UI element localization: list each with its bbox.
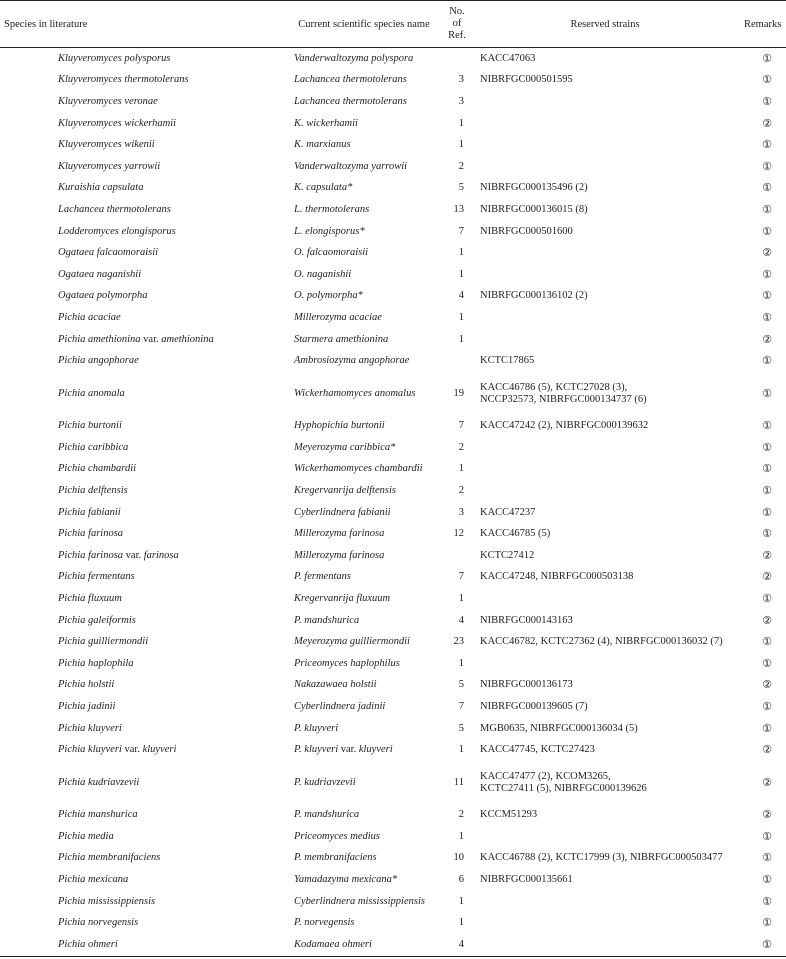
- num-ref-cell: 1: [458, 830, 464, 842]
- current-species-name-cell: O. naganishii: [294, 268, 352, 280]
- current-species-name-cell: P. mandshurica: [294, 809, 360, 821]
- remark-cell: ①: [762, 51, 772, 65]
- species-in-literature-cell: Lachancea thermotolerans: [58, 203, 171, 215]
- species-in-literature-cell: Kluyveromyces veronae: [58, 95, 158, 107]
- num-ref-cell: 1: [458, 139, 464, 151]
- current-species-name-cell: Meyerozyma guilliermondii: [294, 636, 410, 648]
- remark-cell: ①: [762, 386, 772, 400]
- table-row: [0, 675, 786, 697]
- table-row: [0, 264, 786, 286]
- remark-cell: ①: [762, 138, 772, 152]
- species-in-literature-cell: Pichia guilliermondii: [58, 636, 149, 648]
- current-species-name-cell: P. fermentans: [294, 571, 351, 583]
- remark-cell: ①: [762, 829, 772, 843]
- remark-cell: ①: [740, 934, 786, 956]
- remark-cell: ①: [762, 872, 772, 886]
- table-row: [0, 523, 786, 545]
- num-ref-cell: 1: [458, 117, 464, 129]
- reserved-strains-cell: [470, 264, 740, 286]
- table-row: [0, 242, 786, 264]
- table-row: [0, 804, 786, 826]
- num-ref-cell: 3: [458, 95, 464, 107]
- var-abbrev: var.: [143, 333, 159, 345]
- table-row: [0, 156, 786, 178]
- current-species-name-cell: P. norvegensis: [294, 917, 355, 929]
- current-species-name-cell: Starmera amethionina: [294, 333, 389, 345]
- reserved-strains-cell: KACC47745, KCTC27423: [480, 744, 595, 756]
- table-row: [0, 502, 786, 524]
- species-in-literature-cell: Pichia holstii: [58, 679, 115, 691]
- num-ref-cell: [444, 350, 470, 372]
- remark-cell: ①: [762, 73, 772, 87]
- remark-cell: ①: [762, 354, 772, 368]
- table-row: [0, 199, 786, 221]
- reserved-strains-cell: [470, 891, 740, 913]
- table-row: [0, 480, 786, 502]
- current-species-name-cell: P. kluyveri: [294, 722, 339, 734]
- header-current-name: Current scientific species name: [284, 1, 444, 48]
- species-in-literature-cell: Pichia amethionina var. amethionina: [58, 333, 214, 345]
- species-in-literature-cell: Pichia fluxuum: [58, 592, 122, 604]
- remark-cell: ①: [762, 440, 772, 454]
- current-species-name-cell: P. kluyveri var. kluyveri: [294, 744, 393, 756]
- table-row: [0, 91, 786, 113]
- species-in-literature-cell: Pichia mexicana: [58, 873, 129, 885]
- remark-cell: ①: [762, 635, 772, 649]
- species-in-literature-cell: Pichia galeiformis: [58, 614, 136, 626]
- table-row: [0, 567, 786, 589]
- table-row: [0, 588, 786, 610]
- reserved-strains-cell: [470, 113, 740, 135]
- num-ref-cell: 2: [458, 441, 464, 453]
- num-ref-cell: 5: [458, 722, 464, 734]
- num-ref-cell: 23: [453, 636, 464, 648]
- table-row: [0, 631, 786, 653]
- species-in-literature-cell: Kluyveromyces polysporus: [58, 52, 171, 64]
- current-species-name-cell: Lachancea thermotolerans: [294, 74, 407, 86]
- reserved-strains-cell: KCTC27412: [480, 549, 535, 561]
- species-in-literature-cell: Pichia anomala: [58, 387, 125, 399]
- species-in-literature-cell: Pichia kudriavzevii: [58, 776, 140, 788]
- var-abbrev: var.: [125, 549, 142, 561]
- reserved-strains-cell: MGB0635, NIBRFGC000136034 (5): [480, 722, 638, 734]
- num-ref-cell: 1: [458, 895, 464, 907]
- current-species-name-cell: Kodamaea ohmeri: [284, 934, 444, 956]
- num-ref-cell: 5: [458, 679, 464, 691]
- species-in-literature-cell: Pichia membranifaciens: [58, 852, 161, 864]
- table-row: [0, 653, 786, 675]
- current-species-name-cell: Ambrosiozyma angophorae: [294, 355, 410, 367]
- species-in-literature-cell: Pichia jadinii: [58, 700, 116, 712]
- species-in-literature-cell: Pichia kluyveri: [58, 722, 122, 734]
- reserved-strains-cell: [470, 912, 740, 934]
- header-reserved-strains: Reserved strains: [470, 1, 740, 48]
- table-body: [0, 48, 786, 957]
- table-row: [0, 739, 786, 761]
- current-species-name-cell: Wickerhamomyces anomalus: [294, 387, 416, 399]
- remark-cell: ①: [762, 483, 772, 497]
- current-species-name-cell: L. thermotolerans: [294, 203, 370, 215]
- species-in-literature-cell: Pichia ohmeri: [0, 934, 284, 956]
- reserved-strains-cell: [470, 91, 740, 113]
- current-species-name-cell: Cyberlindnera jadinii: [294, 700, 386, 712]
- num-ref-cell: 5: [458, 182, 464, 194]
- table-row: [0, 113, 786, 135]
- reserved-strains-cell: [470, 459, 740, 481]
- remark-cell: ②: [762, 808, 772, 822]
- current-species-name-cell: P. membranifaciens: [294, 852, 377, 864]
- num-ref-cell: 1: [458, 657, 464, 669]
- table-row: [0, 848, 786, 870]
- species-in-literature-cell: Pichia farinosa: [58, 528, 124, 540]
- table-row: [0, 761, 786, 805]
- reserved-strains-cell: [470, 934, 740, 956]
- var-abbrev: var.: [340, 744, 357, 756]
- num-ref-cell: 1: [458, 744, 464, 756]
- species-in-literature-cell: Pichia acaciae: [58, 311, 121, 323]
- num-ref-cell: 7: [458, 225, 464, 237]
- table-row: [0, 934, 786, 956]
- reserved-strains-cell: KACC47242 (2), NIBRFGC000139632: [480, 420, 649, 432]
- species-in-literature-cell: Pichia norvegensis: [58, 917, 139, 929]
- reserved-strains-cell: [470, 156, 740, 178]
- table-row: [0, 70, 786, 92]
- current-species-name-cell: Lachancea thermotolerans: [294, 95, 407, 107]
- current-species-name-cell: Wickerhamomyces chambardii: [294, 463, 423, 475]
- species-in-literature-cell: Kluyveromyces yarrowii: [58, 160, 161, 172]
- table-row: [0, 134, 786, 156]
- num-ref-cell: 2: [458, 484, 464, 496]
- species-in-literature-cell: Ogataea polymorpha: [58, 290, 148, 302]
- current-species-name-cell: Priceomyces medius: [294, 830, 381, 842]
- num-ref-cell: 2: [458, 160, 464, 172]
- num-ref-cell: 11: [453, 776, 464, 788]
- species-in-literature-cell: Pichia burtonii: [58, 420, 122, 432]
- reserved-strains-cell: [470, 653, 740, 675]
- header-num-ref-line1: No.: [449, 6, 465, 17]
- table-row: [0, 826, 786, 848]
- current-species-name-cell: P. kudriavzevii: [294, 776, 356, 788]
- table-row: [0, 307, 786, 329]
- remark-cell: ①: [762, 505, 772, 519]
- num-ref-cell: 19: [453, 387, 464, 399]
- remark-cell: ①: [762, 181, 772, 195]
- num-ref-cell: [444, 48, 470, 70]
- remark-cell: ②: [762, 332, 772, 346]
- reserved-strains-cell: KACC47063: [480, 52, 536, 64]
- reserved-strains-cell: NIBRFGC000136102 (2): [480, 290, 588, 302]
- species-in-literature-cell: Pichia haplophila: [58, 657, 134, 669]
- reserved-strains-cell: NIBRFGC000135661: [480, 873, 573, 885]
- remark-cell: ②: [762, 116, 772, 130]
- species-in-literature-cell: Pichia caribbica: [58, 441, 129, 453]
- reserved-strains-cell: KACC46786 (5), KCTC27028 (3), NCCP32573, NIBRFGC000134737 (6): [480, 381, 647, 405]
- table-row: [0, 437, 786, 459]
- reserved-strains-cell: KCCM51293: [480, 809, 538, 821]
- remark-cell: ②: [762, 246, 772, 260]
- remark-cell: ②: [762, 570, 772, 584]
- species-in-literature-cell: Pichia chambardii: [58, 463, 137, 475]
- num-ref-cell: 7: [458, 700, 464, 712]
- remark-cell: ①: [762, 419, 772, 433]
- num-ref-cell: 1: [458, 592, 464, 604]
- remark-cell: ①: [762, 289, 772, 303]
- current-species-name-cell: Vanderwaltozyma polyspora: [294, 52, 414, 64]
- remark-cell: ①: [762, 94, 772, 108]
- reserved-strains-cell: KCTC17865: [480, 355, 535, 367]
- species-in-literature-cell: Pichia angophorae: [58, 355, 139, 367]
- reserved-strains-cell: [470, 588, 740, 610]
- remark-cell: ②: [762, 548, 772, 562]
- reserved-strains-cell: KACC47248, NIBRFGC000503138: [480, 571, 634, 583]
- table-row: [0, 912, 786, 934]
- reserved-strains-cell: NIBRFGC000135496 (2): [480, 182, 588, 194]
- current-species-name-cell: K. capsulata*: [294, 182, 353, 194]
- remark-cell: ②: [762, 613, 772, 627]
- reserved-strains-cell: [470, 826, 740, 848]
- species-in-literature-cell: Kluyveromyces wickerhamii: [58, 117, 177, 129]
- remark-cell: ①: [762, 591, 772, 605]
- species-in-literature-cell: Ogataea naganishii: [58, 268, 142, 280]
- reserved-strains-cell: KACC47237: [480, 506, 536, 518]
- table-row: [0, 48, 786, 70]
- table-row: [0, 415, 786, 437]
- table-row: [0, 610, 786, 632]
- table-row: [0, 718, 786, 740]
- reserved-strains-cell: NIBRFGC000139605 (7): [480, 700, 588, 712]
- remark-cell: ①: [762, 851, 772, 865]
- remark-cell: ②: [762, 775, 772, 789]
- current-species-name-cell: Priceomyces haplophilus: [294, 657, 400, 669]
- table-row: [0, 891, 786, 913]
- reserved-strains-cell: [470, 307, 740, 329]
- num-ref-cell: 12: [453, 528, 464, 540]
- species-in-literature-cell: Kluyveromyces thermotolerans: [58, 74, 189, 86]
- reserved-strains-cell: NIBRFGC000136173: [480, 679, 573, 691]
- current-species-name-cell: Cyberlindnera fabianii: [294, 506, 391, 518]
- species-in-literature-cell: Pichia delftensis: [58, 484, 128, 496]
- remark-cell: ①: [762, 721, 772, 735]
- remark-cell: ②: [762, 678, 772, 692]
- table-row: [0, 696, 786, 718]
- header-remarks: Remarks: [740, 1, 786, 48]
- header-species-literature: Species in literature: [0, 1, 284, 48]
- current-species-name-cell: K. wickerhamii: [294, 117, 358, 129]
- num-ref-cell: 4: [458, 614, 464, 626]
- current-species-name-cell: L. elongisporus*: [294, 225, 365, 237]
- current-species-name-cell: O. falcaomoraisii: [294, 247, 369, 259]
- remark-cell: ①: [762, 159, 772, 173]
- species-in-literature-cell: Pichia fabianii: [58, 506, 121, 518]
- species-in-literature-cell: Pichia farinosa var. farinosa: [58, 549, 179, 561]
- current-species-name-cell: Kregervanrija delftensis: [294, 484, 396, 496]
- remark-cell: ①: [762, 656, 772, 670]
- reserved-strains-cell: [470, 134, 740, 156]
- species-in-literature-cell: Lodderomyces elongisporus: [58, 225, 176, 237]
- current-species-name-cell: Meyerozyma caribbica*: [294, 441, 396, 453]
- current-species-name-cell: Hyphopichia burtonii: [294, 420, 385, 432]
- num-ref-cell: 1: [458, 333, 464, 345]
- reserved-strains-cell: KACC46785 (5): [480, 528, 551, 540]
- num-ref-cell: 1: [458, 268, 464, 280]
- remark-cell: ①: [762, 916, 772, 930]
- species-in-literature-cell: Pichia mississippiensis: [58, 895, 156, 907]
- num-ref-cell: 13: [453, 203, 464, 215]
- current-species-name-cell: Vanderwaltozyma yarrowii: [294, 160, 408, 172]
- remark-cell: ①: [762, 462, 772, 476]
- reserved-strains-cell: KACC47477 (2), KCOM3265, KCTC27411 (5), NIBRFGC000139626: [480, 770, 647, 794]
- num-ref-cell: 2: [458, 809, 464, 821]
- num-ref-cell: 7: [458, 420, 464, 432]
- num-ref-cell: 10: [453, 852, 464, 864]
- reserved-strains-cell: KACC46782, KCTC27362 (4), NIBRFGC000136032 (7): [480, 636, 723, 648]
- table-row: [0, 545, 786, 567]
- reserved-strains-cell: [470, 437, 740, 459]
- num-ref-cell: 1: [458, 463, 464, 475]
- table-row: [0, 869, 786, 891]
- species-in-literature-cell: Pichia fermentans: [58, 571, 135, 583]
- table-row: [0, 221, 786, 243]
- num-ref-cell: 3: [458, 506, 464, 518]
- remark-cell: ①: [762, 224, 772, 238]
- species-in-literature-cell: Pichia kluyveri var. kluyveri: [58, 744, 177, 756]
- num-ref-cell: 7: [458, 571, 464, 583]
- species-in-literature-cell: Kuraishia capsulata: [58, 182, 144, 194]
- species-in-literature-cell: Pichia manshurica: [58, 809, 138, 821]
- current-species-name-cell: Millerozyma farinosa: [294, 549, 385, 561]
- remark-cell: ①: [762, 699, 772, 713]
- num-ref-cell: [444, 545, 470, 567]
- num-ref-cell: 4: [444, 934, 470, 956]
- reserved-strains-cell: [470, 329, 740, 351]
- num-ref-cell: 1: [458, 247, 464, 259]
- num-ref-cell: 1: [458, 917, 464, 929]
- reserved-strains-cell: [470, 480, 740, 502]
- current-species-name-cell: Cyberlindnera mississippiensis: [294, 895, 425, 907]
- reserved-strains-cell: NIBRFGC000501600: [480, 225, 573, 237]
- num-ref-cell: 3: [458, 74, 464, 86]
- remark-cell: ①: [762, 202, 772, 216]
- table-row: [0, 286, 786, 308]
- current-species-name-cell: Millerozyma farinosa: [294, 528, 385, 540]
- reserved-strains-cell: NIBRFGC000501595: [480, 74, 573, 86]
- species-in-literature-cell: Pichia media: [58, 830, 114, 842]
- current-species-name-cell: K. marxianus: [294, 139, 351, 151]
- current-species-name-cell: O. polymorpha*: [294, 290, 363, 302]
- current-species-name-cell: Kregervanrija fluxuum: [294, 592, 391, 604]
- remark-cell: ①: [762, 267, 772, 281]
- header-num-ref: [444, 1, 470, 48]
- remark-cell: ①: [762, 527, 772, 541]
- remark-cell: ①: [762, 310, 772, 324]
- table-header: [0, 1, 786, 48]
- reserved-strains-cell: NIBRFGC000143163: [480, 614, 573, 626]
- table-row: [0, 178, 786, 200]
- table-row: [0, 329, 786, 351]
- num-ref-cell: 1: [458, 311, 464, 323]
- num-ref-cell: 6: [458, 873, 464, 885]
- reserved-strains-cell: [470, 242, 740, 264]
- var-abbrev: var.: [124, 744, 140, 756]
- species-in-literature-cell: Ogataea falcaomoraisii: [58, 247, 159, 259]
- table-row: [0, 459, 786, 481]
- current-species-name-cell: Yamadazyma mexicana*: [294, 873, 398, 885]
- remark-cell: ②: [762, 743, 772, 757]
- remark-cell: ①: [762, 894, 772, 908]
- header-num-ref-line2: of Ref.: [448, 18, 466, 41]
- num-ref-cell: 4: [458, 290, 464, 302]
- species-in-literature-cell: Kluyveromyces wikenii: [58, 139, 155, 151]
- table-row: [0, 372, 786, 416]
- reserved-strains-cell: KACC46788 (2), KCTC17999 (3), NIBRFGC000503477: [480, 852, 723, 864]
- current-species-name-cell: Millerozyma acaciae: [294, 311, 382, 323]
- current-species-name-cell: P. mandshurica: [294, 614, 360, 626]
- table-row: [0, 350, 786, 372]
- reserved-strains-cell: NIBRFGC000136015 (8): [480, 203, 588, 215]
- current-species-name-cell: Nakazawaea holstii: [294, 679, 377, 691]
